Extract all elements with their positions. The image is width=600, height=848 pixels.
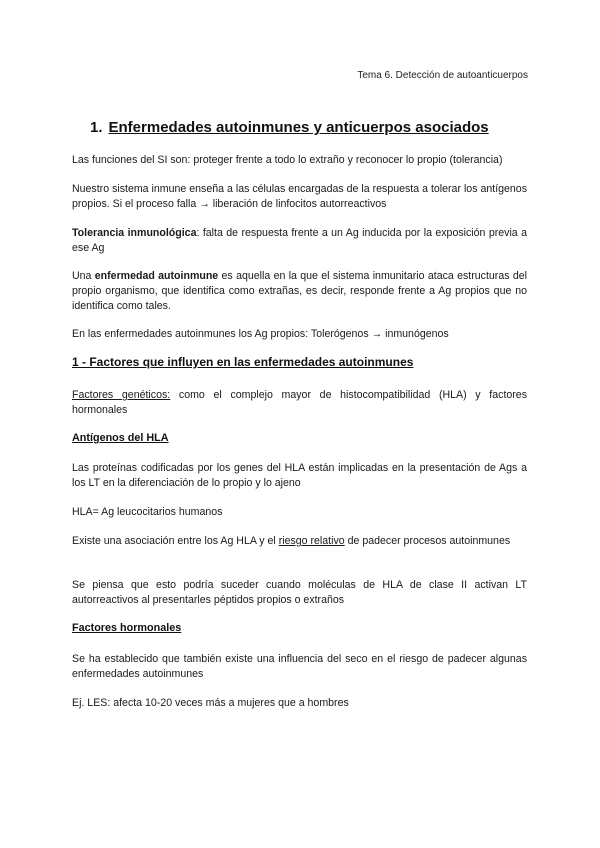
paragraph-hormonal-influence: Se ha establecido que también existe una influencia del seco en el riesgo de padecer algunas enfermedades autoinmunes: [72, 653, 527, 680]
genetic-factors-label: Factores genéticos:: [72, 389, 171, 401]
relative-risk-term: riesgo relativo: [278, 535, 345, 547]
paragraph-genetic-factors: [72, 388, 527, 418]
autoimmune-definition: es aquella en la que el sistema inmunitario ataca estructuras del propio organismo, que identifica como extrañas, es decir, responde frente a Ag propios que no identifica como tales.: [72, 270, 527, 312]
term-autoimmune-disease: enfermedad autoinmune: [94, 270, 219, 282]
paragraph-hla-class-ii: Se piensa que esto podría suceder cuando moléculas de HLA de clase II activan LT autorreactivos al presentarles péptidos propios o extraños: [72, 579, 527, 606]
autoimmune-prefix: Una: [72, 270, 95, 282]
paragraph-tolerogens: En las enfermedades autoinmunes los Ag propios: Tolerógenos → inmunógenos: [72, 328, 449, 340]
genetic-factors-text: como el complejo mayor de histocompatibilidad (HLA) y factores hormonales: [72, 389, 527, 416]
association-suffix: de padecer procesos autoinmunes: [344, 535, 511, 547]
paragraph-hla-definition: HLA= Ag leucocitarios humanos: [72, 506, 223, 518]
association-prefix: Existe una asociación entre los Ag HLA y el: [72, 535, 279, 547]
paragraph-hla-association: [72, 534, 527, 549]
subsection-heading: 1 - Factores que influyen en las enfermedades autoinmunes: [72, 355, 414, 369]
paragraph-autoimmune-disease: [72, 269, 527, 314]
paragraph-tolerance: [72, 226, 527, 256]
paragraph-si-functions: Las funciones del SI son: proteger frente a todo lo extraño y reconocer lo propio (tolerancia): [72, 154, 503, 166]
term-tolerance: Tolerancia inmunológica: [72, 227, 197, 239]
paragraph-immune-teaching: Nuestro sistema inmune enseña a las células encargadas de la respuesta a tolerar los antígenos propios. Si el proceso falla → liberación de linfocitos autorreactivos: [72, 183, 527, 210]
hormonal-heading: Factores hormonales: [72, 622, 182, 634]
hla-heading: Antígenos del HLA: [72, 432, 169, 444]
paragraph-hla-proteins: Las proteínas codificadas por los genes del HLA están implicadas en la presentación de Ags a los LT en la diferenciación de lo propio y lo ajeno: [72, 462, 527, 489]
tolerance-definition: : falta de respuesta frente a un Ag inducida por la exposición previa a ese Ag: [72, 227, 527, 254]
section-number: 1.: [90, 119, 103, 136]
running-header: Tema 6. Detección de autoanticuerpos: [357, 70, 528, 81]
section-title: Enfermedades autoinmunes y anticuerpos asociados: [108, 119, 489, 136]
paragraph-les-example: Ej. LES: afecta 10-20 veces más a mujeres que a hombres: [72, 697, 349, 709]
section-heading: [90, 119, 489, 136]
